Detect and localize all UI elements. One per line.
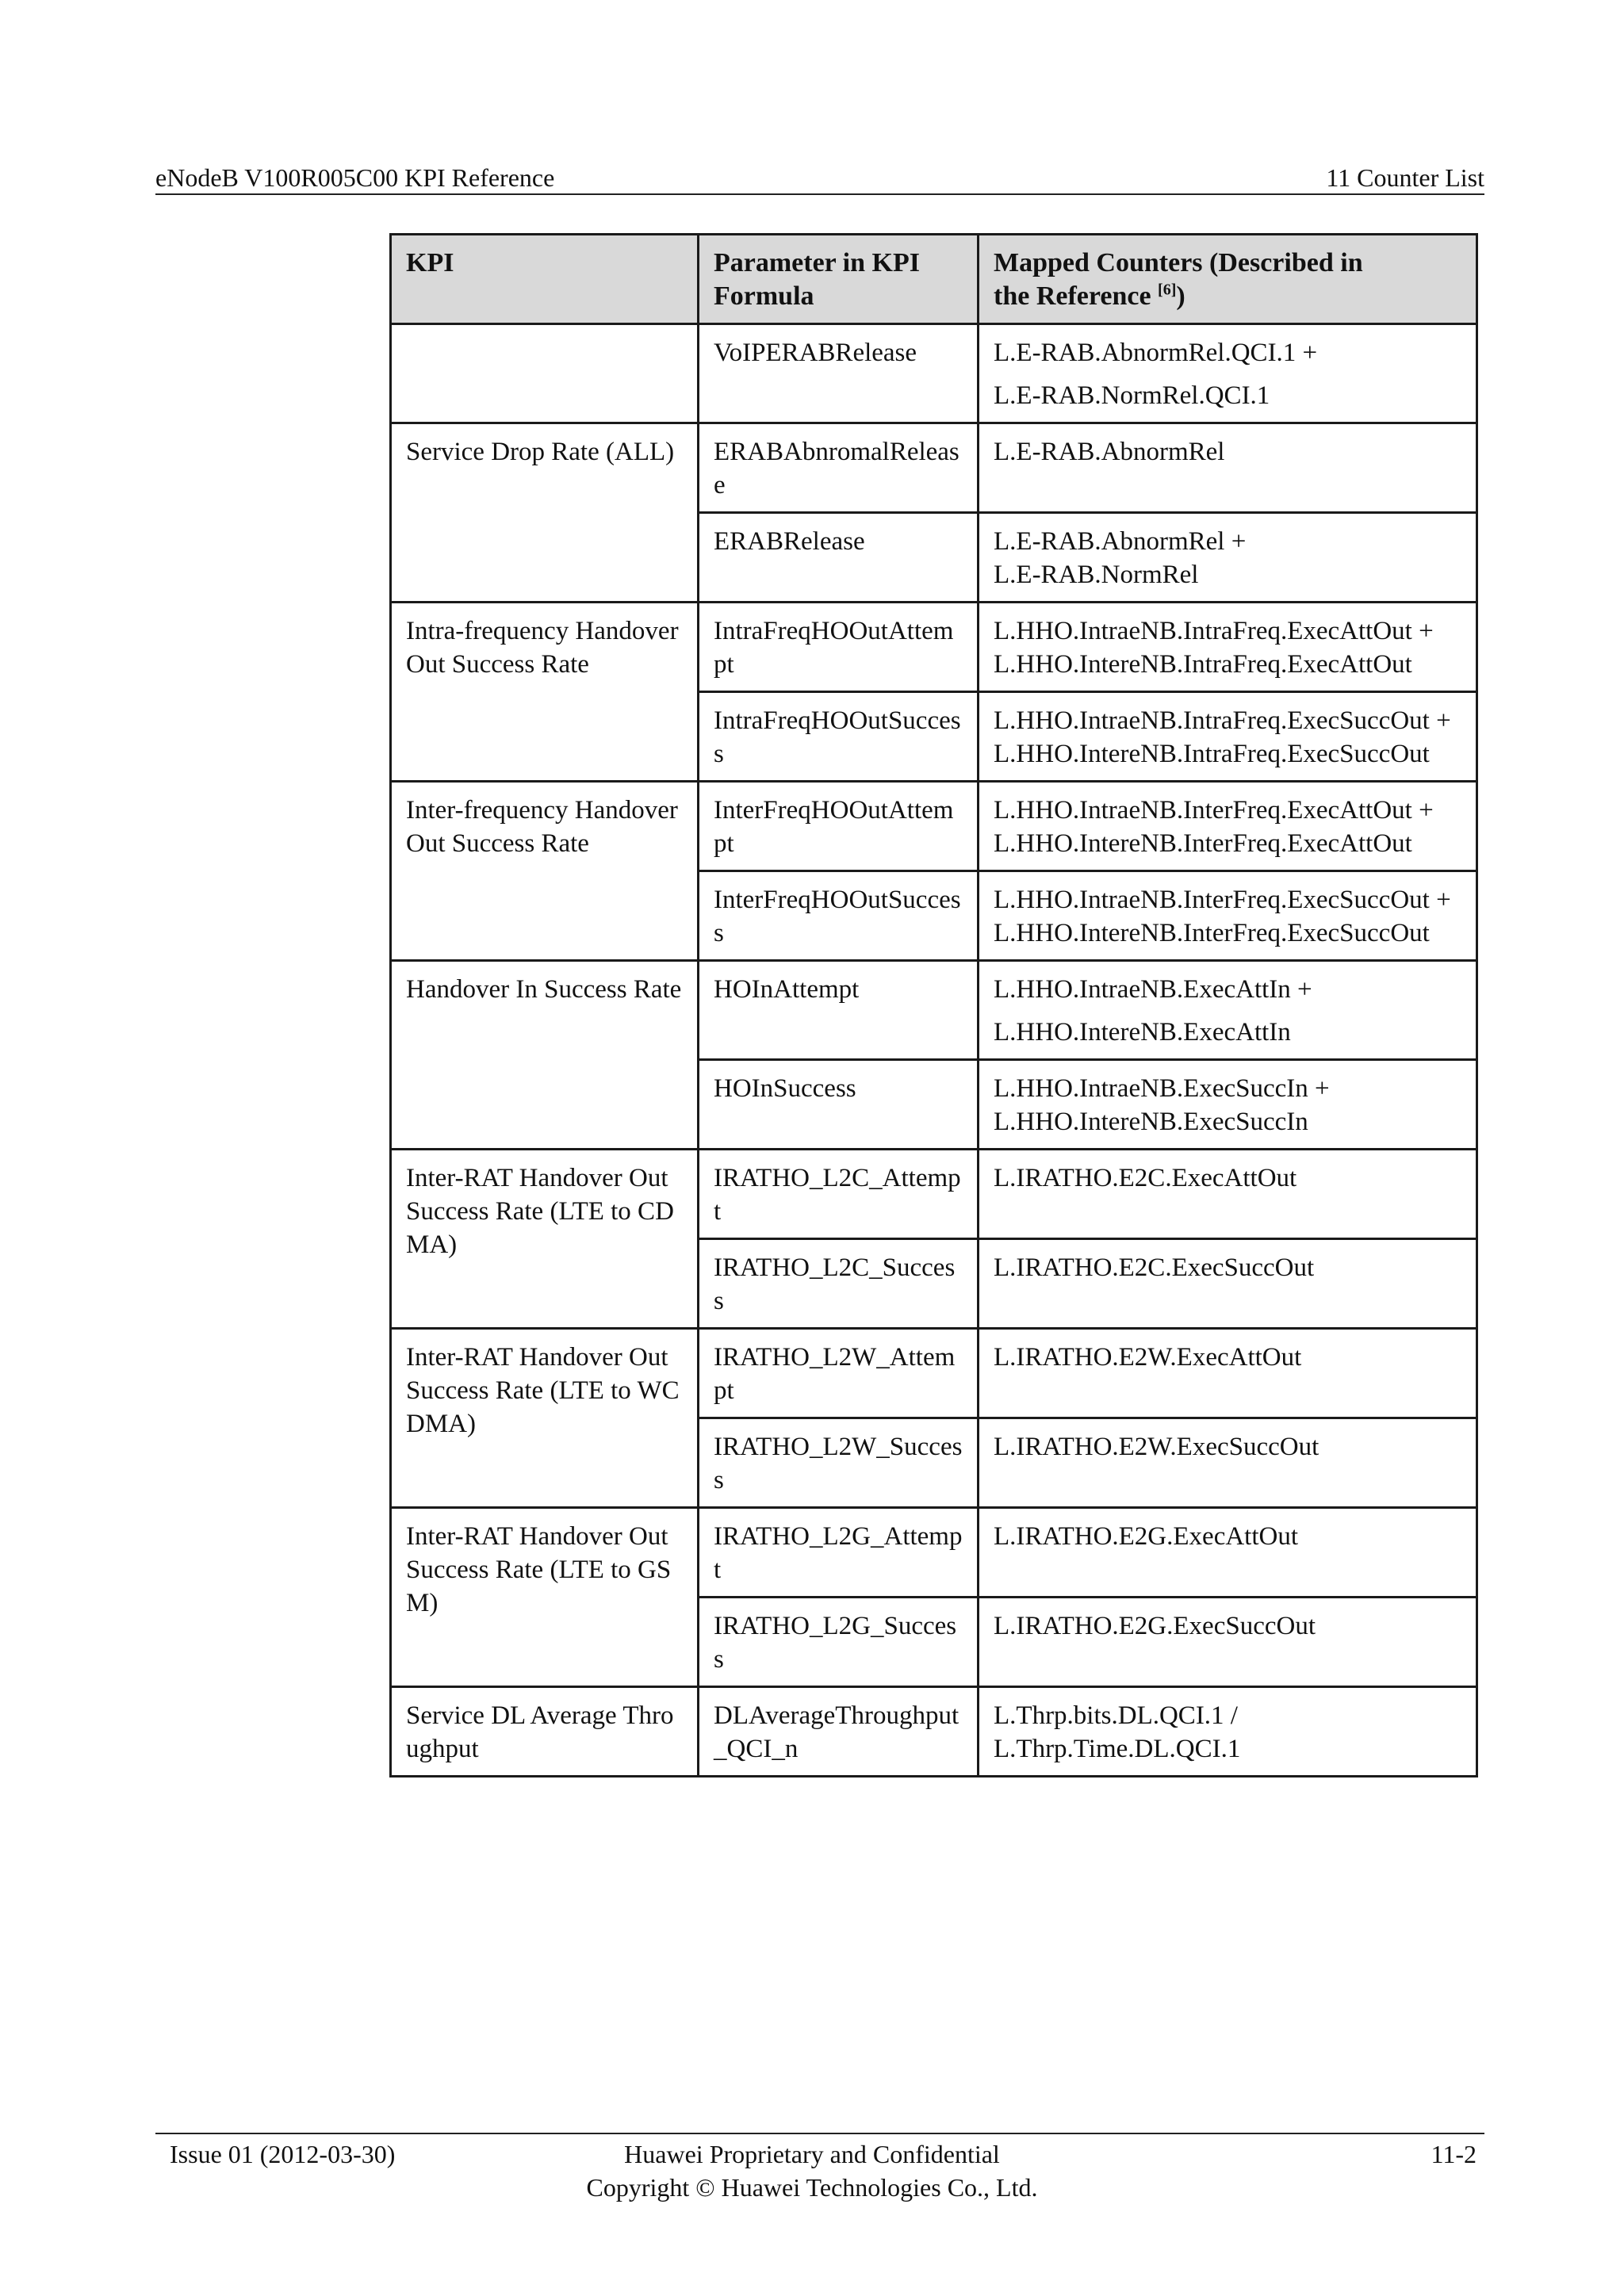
parameter-cell: InterFreqHOOutAttempt — [699, 782, 979, 871]
counter-line: L.E-RAB.AbnormRel — [994, 438, 1225, 466]
counter-line: L.HHO.IntraeNB.ExecAttIn + — [994, 975, 1312, 1004]
counter-line: L.Thrp.bits.DL.QCI.1 / — [994, 1701, 1238, 1730]
counter-line: L.IRATHO.E2W.ExecSuccOut — [994, 1433, 1320, 1461]
parameter-cell: ERABRelease — [699, 513, 979, 603]
parameter-cell: IRATHO_L2G_Attempt — [699, 1508, 979, 1598]
parameter-cell: IRATHO_L2C_Success — [699, 1239, 979, 1329]
footer-copyright-line: Copyright © Huawei Technologies Co., Ltd. — [586, 2173, 1038, 2202]
table-row — [391, 1687, 1477, 1777]
counters-cell — [979, 1508, 1477, 1598]
column-header-kpi: KPI — [391, 235, 699, 324]
counter-line: L.IRATHO.E2C.ExecSuccOut — [994, 1253, 1315, 1282]
counters-cell — [979, 513, 1477, 603]
column-header-mapped-line2: the Reference — [994, 281, 1159, 311]
table-header-row — [391, 235, 1477, 324]
reference-superscript: [6] — [1158, 281, 1177, 299]
counter-line: L.HHO.IntereNB.InterFreq.ExecAttOut — [994, 829, 1412, 858]
footer-issue: Issue 01 (2012-03-30) — [170, 2140, 396, 2168]
running-header-title: eNodeB V100R005C00 KPI Reference — [155, 163, 555, 192]
parameter-cell: ERABAbnromalRelease — [699, 423, 979, 513]
column-header-mapped-counters — [979, 235, 1477, 324]
table-row — [391, 1508, 1477, 1598]
counter-line: L.Thrp.Time.DL.QCI.1 — [994, 1735, 1241, 1763]
counters-cell — [979, 603, 1477, 692]
counters-cell — [979, 1060, 1477, 1150]
counter-line: L.HHO.IntraeNB.InterFreq.ExecSuccOut + — [994, 886, 1451, 914]
counter-line: L.HHO.IntraeNB.ExecSuccIn + — [994, 1074, 1330, 1103]
parameter-cell: IRATHO_L2W_Success — [699, 1418, 979, 1508]
kpi-counter-table — [389, 233, 1478, 1777]
kpi-cell: Service DL Average Throughput — [391, 1687, 699, 1777]
column-header-parameter — [699, 235, 979, 324]
column-header-mapped-line1: Mapped Counters (Described in — [994, 248, 1363, 277]
counter-line: L.IRATHO.E2G.ExecAttOut — [994, 1522, 1299, 1551]
parameter-cell: IRATHO_L2G_Success — [699, 1598, 979, 1687]
page-number: 11-2 — [1431, 2140, 1477, 2168]
counters-cell — [979, 324, 1477, 423]
counters-cell — [979, 692, 1477, 782]
counter-line: L.HHO.IntereNB.IntraFreq.ExecSuccOut — [994, 740, 1430, 768]
counter-line: L.IRATHO.E2C.ExecAttOut — [994, 1164, 1297, 1192]
footer-divider — [155, 2133, 1484, 2134]
table-row — [391, 782, 1477, 871]
counter-line: L.HHO.IntraeNB.InterFreq.ExecAttOut + — [994, 796, 1434, 825]
counters-cell — [979, 961, 1477, 1060]
table-row — [391, 603, 1477, 692]
table-row — [391, 1150, 1477, 1239]
parameter-cell: HOInAttempt — [699, 961, 979, 1060]
counter-line: L.IRATHO.E2W.ExecAttOut — [994, 1343, 1302, 1372]
counters-cell — [979, 1418, 1477, 1508]
counter-line: L.E-RAB.AbnormRel.QCI.1 + — [994, 339, 1318, 367]
footer-proprietary: Huawei Proprietary and Confidential — [624, 2140, 1000, 2168]
table-row — [391, 324, 1477, 423]
header-divider — [155, 193, 1484, 195]
column-header-mapped-close: ) — [1176, 281, 1185, 311]
counters-cell — [979, 423, 1477, 513]
column-header-parameter-line2: Formula — [714, 281, 814, 311]
table-row — [391, 423, 1477, 513]
parameter-cell: IntraFreqHOOutSuccess — [699, 692, 979, 782]
parameter-cell: IntraFreqHOOutAttempt — [699, 603, 979, 692]
counter-line: L.HHO.IntraeNB.IntraFreq.ExecSuccOut + — [994, 706, 1451, 735]
parameter-cell: InterFreqHOOutSuccess — [699, 871, 979, 961]
counter-line: L.HHO.IntereNB.ExecSuccIn — [994, 1108, 1308, 1136]
parameter-cell: HOInSuccess — [699, 1060, 979, 1150]
counter-line: L.HHO.IntraeNB.IntraFreq.ExecAttOut + — [994, 617, 1434, 645]
table-row — [391, 1329, 1477, 1418]
counter-line: L.E-RAB.NormRel — [994, 561, 1199, 589]
counters-cell — [979, 1239, 1477, 1329]
counter-line: L.HHO.IntereNB.InterFreq.ExecSuccOut — [994, 919, 1430, 947]
kpi-cell: Inter-RAT Handover Out Success Rate (LTE to GSM) — [391, 1508, 699, 1687]
kpi-cell — [391, 324, 699, 423]
counter-line: L.E-RAB.NormRel.QCI.1 — [994, 381, 1270, 410]
kpi-cell: Inter-frequency Handover Out Success Rate — [391, 782, 699, 961]
counter-line: L.HHO.IntereNB.ExecAttIn — [994, 1018, 1291, 1047]
counters-cell — [979, 1687, 1477, 1777]
table-row — [391, 961, 1477, 1060]
counter-line: L.HHO.IntereNB.IntraFreq.ExecAttOut — [994, 650, 1412, 679]
counters-cell — [979, 1150, 1477, 1239]
counter-line: L.IRATHO.E2G.ExecSuccOut — [994, 1612, 1316, 1640]
kpi-cell: Inter-RAT Handover Out Success Rate (LTE to CDMA) — [391, 1150, 699, 1329]
kpi-cell: Inter-RAT Handover Out Success Rate (LTE to WCDMA) — [391, 1329, 699, 1508]
counters-cell — [979, 1598, 1477, 1687]
running-header-section: 11 Counter List — [1326, 163, 1484, 192]
parameter-cell: IRATHO_L2W_Attempt — [699, 1329, 979, 1418]
kpi-cell: Intra-frequency Handover Out Success Rate — [391, 603, 699, 782]
column-header-mapped-line2-wrap — [994, 280, 1461, 313]
column-header-parameter-line1: Parameter in KPI — [714, 248, 920, 277]
counter-line: L.E-RAB.AbnormRel + — [994, 527, 1247, 556]
kpi-cell: Handover In Success Rate — [391, 961, 699, 1150]
parameter-cell: VoIPERABRelease — [699, 324, 979, 423]
counters-cell — [979, 1329, 1477, 1418]
footer-copyright — [0, 2137, 1624, 2204]
parameter-cell: DLAverageThroughput_QCI_n — [699, 1687, 979, 1777]
kpi-cell: Service Drop Rate (ALL) — [391, 423, 699, 603]
counters-cell — [979, 782, 1477, 871]
parameter-cell: IRATHO_L2C_Attempt — [699, 1150, 979, 1239]
counters-cell — [979, 871, 1477, 961]
